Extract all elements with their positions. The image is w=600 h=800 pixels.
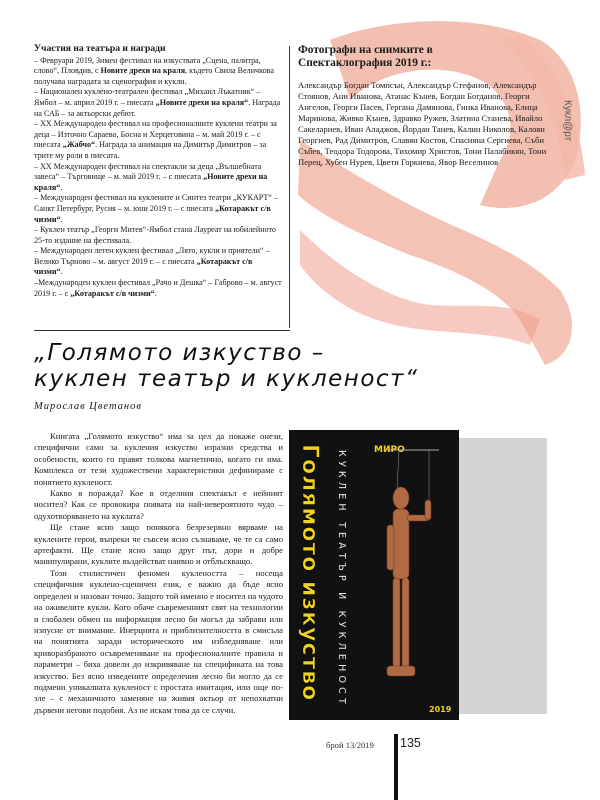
photographers-title-line2: Спектаклография 2019 г.: (298, 57, 432, 69)
item-text: – XX Международен фестивал на спектакли за деца „Вълшебната завеса“ – Търговище – м. май 2019 г. – с пиесата (34, 161, 262, 182)
body-paragraph: Този стилистичен феномен куклеността – носеща специфичния кукленo-сценичен език, е важно да бъде ясно определен и назован точно. Защото той именно е носител на чудото на оживелите кукли. Кого обаче съвременният свят на технологии и глобален обмен на информация лесно би могъл да забрави или изпусне от внимание. Инерцията и приблизителността в смисъла на понятията заради историческото им избледняване или криворазбраното осъвременяване на професионалните правила и параметри – биха довели до изкривяване на спецификата на това изкуство. Без ясно изведените определения лесно би могло да се подмени уникалната кукленост с простата имитация, или още по-зле – с механичното заменяне на живия актьор от непохватни дървени негови подобия. Аз не искам това да се случи. (34, 567, 283, 715)
photographers-title (298, 44, 548, 70)
headline-line2: куклен театър и кукленост“ (34, 366, 419, 392)
item-text: – Международен фестивал на кукленитe и Синтез театри „КУКАРТ“ – Санкт Петербург, Русия – м. юни 2019 г. – с пиесата (34, 193, 279, 213)
body-paragraph: Ще стане ясно защо понякога безрезервно вярваме на кукленитe герои, въпреки че съвсем ясно съзнаваме, че те са само артефакти. Ще стане ясно защо друг път, дори и добре манипулирани, куклите въздействат наивно и отблъскващо. (34, 522, 283, 567)
book-spine-title (295, 438, 323, 710)
item-text: – Национален кукленo-театрален фестивал „Михаил Лъкатник“ – Ямбол – м. април 2019 г. – пиесата (34, 87, 261, 107)
item-play: „Котаракът с/в чизми“ (34, 256, 253, 277)
book-cover-image (289, 430, 459, 720)
item-text: – Международен летен куклен фестивал „Лято, кукли и приятели“ – Велико Търново – м. август 2019 г. – с пиесата (34, 246, 270, 266)
photographers-title-line1: Фотографи на снимките в (298, 44, 433, 56)
item-text: . Награда на САБ – за актьорски дебют. (34, 97, 281, 118)
participation-item (34, 162, 282, 194)
headline-line1: „Голямото изкуство – (34, 340, 325, 366)
item-play: Новите дрехи на краля (100, 66, 186, 76)
book-subtitle: КУКЛЕН ТЕАТЪР И КУКЛЕНОСТ (336, 450, 347, 708)
participation-item (34, 278, 282, 299)
item-play: „Котаракът с/в чизми“ (34, 203, 271, 224)
footer-bar (394, 734, 398, 800)
item-text: . (60, 214, 63, 224)
column-divider (289, 46, 290, 328)
item-text: . (60, 182, 63, 192)
page-number: 135 (400, 736, 421, 750)
participation-item (34, 193, 282, 225)
participation-column (34, 44, 282, 299)
item-text: . (154, 288, 157, 298)
participation-item (34, 246, 282, 278)
participation-item (34, 56, 282, 88)
book-spine-title-text: Голямото изкуство (297, 444, 322, 702)
item-text: , където Свила Величкова получава наградата за сценография и кукли. (34, 66, 274, 86)
photographers-names: Александър Богдан Томпсън, Александър Стефанов, Александър Стоянов, Ани Иванова, Атанас Кънев, Богдан Богданов, Георги Ангелов, Георги Пасев, Гергана Дамянова, Гинка Иванова, Елица Маринова, Живко Кънев, Здравко Ружев, Златина Станева, Ивайло Сакелариев, Иван Аладжов, Йордан Танев, Калин Николов, Калоян Георгиев, Рад Димитров, Славян Костов, Спасияна Сергиева, Съби Събев, Теодора Тодорова, Тихомир Христов, Тони Палабикян, Тони Перец, Хубен Нурев, Цвети Горкиева, Явор Веселинов (298, 80, 547, 167)
photographers-column (298, 44, 548, 168)
book-author-short: МИРО (374, 445, 405, 455)
item-text: – Куклен театър „Георги Митев“-Ямбол стана Лауреат на юбилейното 25-то издание на фестивала. (34, 225, 276, 245)
book-year: 2019 (429, 705, 452, 714)
participation-item (34, 225, 282, 246)
article-author: Мирослав Цветанов (34, 401, 142, 412)
participation-title: Участия на театъра и награди (34, 43, 166, 54)
body-paragraph: Какво я поражда? Кое в отделния спектакъл е нейният носител? Как се провокира появата на най-невероятното чудо – одухотворяването на куклата? (34, 488, 283, 521)
item-play: „Котаракът с/в чизми“ (70, 288, 155, 298)
item-play: „Новите дрехи на краля“ (155, 97, 249, 107)
item-text: –Международен куклен фестивал „Рачо и Дешка“ – Габрово – м. август 2019 г. – с (34, 278, 282, 298)
article-body (34, 431, 283, 716)
participation-item (34, 119, 282, 161)
item-text: . (60, 267, 63, 277)
item-text: – Февруари 2019, Зимен фестивал на изкуствата „Сцена, палитра, слово“, Пловдив, с (34, 55, 261, 76)
section-divider (34, 330, 290, 331)
item-text: . Награда за анимация на Димитър Димитров – за трите му роли в пиесата. (34, 140, 267, 160)
item-text: – XX Международен фестивал на професионалните куклени театри за деца – Източно Сарaево, Босна и Херцеговина – м. май 2019 г. – с пиесата (34, 119, 277, 150)
article-headline (34, 340, 554, 392)
kuklart-logo-text: Кукл@рт (562, 100, 573, 142)
issue-label: брой 13/2019 (326, 740, 374, 750)
body-paragraph: Книгата „Голямото изкуство“ има за цел да покаже онези, специфични само за кукления изкуство изразни средства и особености, които го правят толкова магнетично, когато ги има. Комплекса от тези художествени характеристики дефинираме с понятието кукленост. (34, 431, 283, 487)
participation-item (34, 87, 282, 119)
item-play: „Жабчо“ (62, 140, 96, 150)
kuklart-logo (551, 100, 571, 160)
item-play: „Новите дрехи на краля“ (34, 172, 268, 192)
